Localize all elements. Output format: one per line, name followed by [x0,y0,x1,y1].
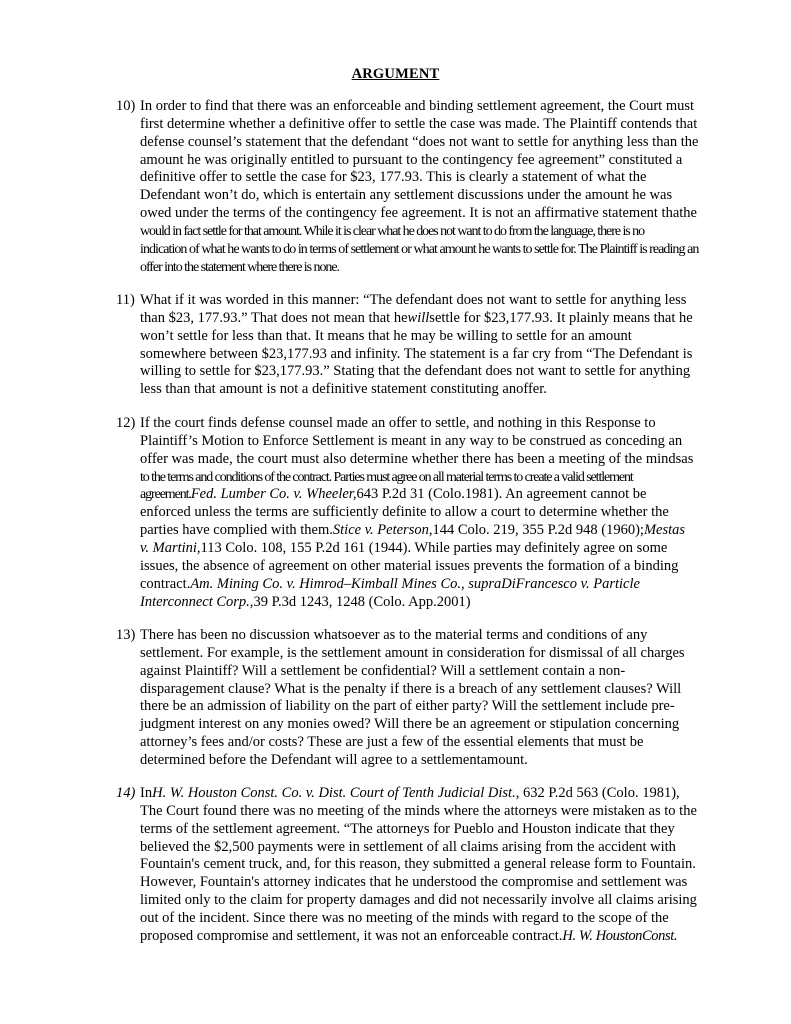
text-line: definitive offer to settle the case for $23, 177.93. This is clearly a statement of what the [140,169,647,186]
case-citation: Mestas [643,522,686,539]
text-line: less than that amount is not a definitive statement constituting anoffer. [140,381,547,398]
text-line: determined before the Defendant will agree to a settlementamount. [140,751,528,768]
text-run: parties have complied with them. [140,522,333,539]
case-citation: Am. Mining Co. v. Himrod–Kimball Mines Co., supraDiFrancesco v. Particle [190,575,640,592]
text-line [140,928,677,946]
text-line: against Plaintiff? Will a settlement be confidential? Will a settlement contain a non- [140,662,626,679]
paragraph-number: 13) [116,627,136,643]
text-run: 632 P.2d 563 (Colo. 1981), [519,785,680,801]
text-line [140,310,693,328]
text-line: limited only to the claim for property damages and did not necessarily involve all claims arising [140,892,697,909]
text-line: offer into the statement where there is none. [140,259,339,275]
text-line: judgment interest on any monies owed? Will there be an agreement or stipulation concerning [140,716,680,733]
case-citation: Stice v. Peterson, [332,522,433,539]
text-line: somewhere between $23,177.93 and infinity. The statement is a far cry from “The Defendant is [140,345,693,362]
case-citation: Fed. Lumber Co. v. Wheeler, [190,486,357,503]
text-line [140,540,667,558]
case-citation: Interconnect Corp., [140,593,254,610]
text-line: terms of the settlement agreement. “The attorneys for Pueblo and Houston indicate that they [140,820,675,837]
page-title: ARGUMENT [351,66,440,82]
text-line: If the court finds defense counsel made an offer to settle, and nothing in this Response to [140,415,656,431]
text-line [140,785,680,803]
case-citation: H. W. HoustonConst. [562,927,678,944]
text-line: to the terms and conditions of the contract. Parties must agree on all material terms to create a valid settlement [140,469,633,485]
text-run: than $23, 177.93.” That does not mean that he [140,309,408,326]
paragraph-number: 14) [116,785,136,801]
emphasis-text: will [407,309,430,326]
text-run: 39 P.3d 1243, 1248 (Colo. App.2001) [253,593,471,610]
text-line: There has been no discussion whatsoever as to the material terms and conditions of any [140,627,648,643]
text-run: agreement. [140,487,191,503]
text-run: 643 P.2d 31 (Colo.1981). An agreement cannot be [356,486,647,503]
text-line [140,594,471,612]
paragraph-number: 10) [116,98,136,114]
text-line: issues, the absence of agreement on other material issues prevents the formation of a binding [140,557,679,574]
text-run: contract. [140,575,191,592]
paragraph-number: 11) [116,292,135,308]
text-line: believed the $2,500 payments were in settlement of all claims arising from the accident with [140,838,676,855]
text-line: there be an admission of liability on the part of either party? Will the settlement include pre- [140,698,675,715]
text-line [140,486,646,504]
text-run: settle for $23,177.93. It plainly means that he [429,309,693,326]
text-line: enforced unless the terms are sufficiently definite to allow a court to determine whether the [140,504,669,521]
text-line: However, Fountain's attorney indicates that he understood the compromise and settlement was [140,874,688,891]
text-line: owed under the terms of the contingency fee agreement. It is not an affirmative statement thathe [140,205,697,222]
text-line: would in fact settle for that amount. While it is clear what he does not want to do from the language, there is no [140,223,645,239]
text-line: disparagement clause? What is the penalty if there is a breach of any settlement clauses? Will [140,680,682,697]
text-line [140,576,640,594]
text-line: defense counsel’s statement that the defendant “does not want to settle for anything less than the [140,133,699,150]
text-line: Defendant won’t do, which is entertain any settlement discussions under the amount he was [140,187,673,204]
case-citation: v. Martini, [140,539,201,556]
text-line: The Court found there was no meeting of the minds where the attorneys were mistaken as to the [140,802,697,819]
case-citation: H. W. Houston Const. Co. v. Dist. Court of Tenth Judicial Dist., [152,785,520,801]
text-run: In [140,785,153,801]
text-line: Fountain's cement truck, and, for this reason, they submitted a general release form to Fountain. [140,856,696,873]
text-line: settlement. For example, is the settlement amount in consideration for dismissal of all charges [140,644,685,661]
text-line: won’t settle for less than that. It means that he may be willing to settle for an amount [140,327,632,344]
text-line: offer was made, the court must also determine whether there has been a meeting of the mindsas [140,450,694,467]
text-line [140,522,685,540]
text-run: proposed compromise and settlement, it was not an enforceable contract. [140,927,563,944]
text-line: first determine whether a definitive offer to settle the case was made. The Plaintiff contends that [140,115,698,132]
text-line: out of the incident. Since there was no meeting of the minds with regard to the scope of the [140,909,669,926]
text-line: amount he was originally entitled to pursuant to the contingency fee agreement” constituted a [140,151,683,168]
paragraph-number: 12) [116,415,136,431]
text-line: attorney’s fees and/or costs? These are just a few of the essential elements that must be [140,734,644,751]
text-line: Plaintiff’s Motion to Enforce Settlement is meant in any way to be construed as conceding an [140,432,683,449]
text-run: 144 Colo. 219, 355 P.2d 948 (1960); [432,522,644,539]
text-line: What if it was worded in this manner: “The defendant does not want to settle for anything less [140,292,687,308]
text-line: indication of what he wants to do in terms of settlement or what amount he wants to settle for. The Plaintiff is reading an [140,241,699,257]
text-run: 113 Colo. 108, 155 P.2d 161 (1944). While parties may definitely agree on some [200,539,668,556]
text-line: In order to find that there was an enforceable and binding settlement agreement, the Court must [140,98,695,114]
text-line: willing to settle for $23,177.93.” Stating that the defendant does not want to settle for anything [140,363,691,380]
